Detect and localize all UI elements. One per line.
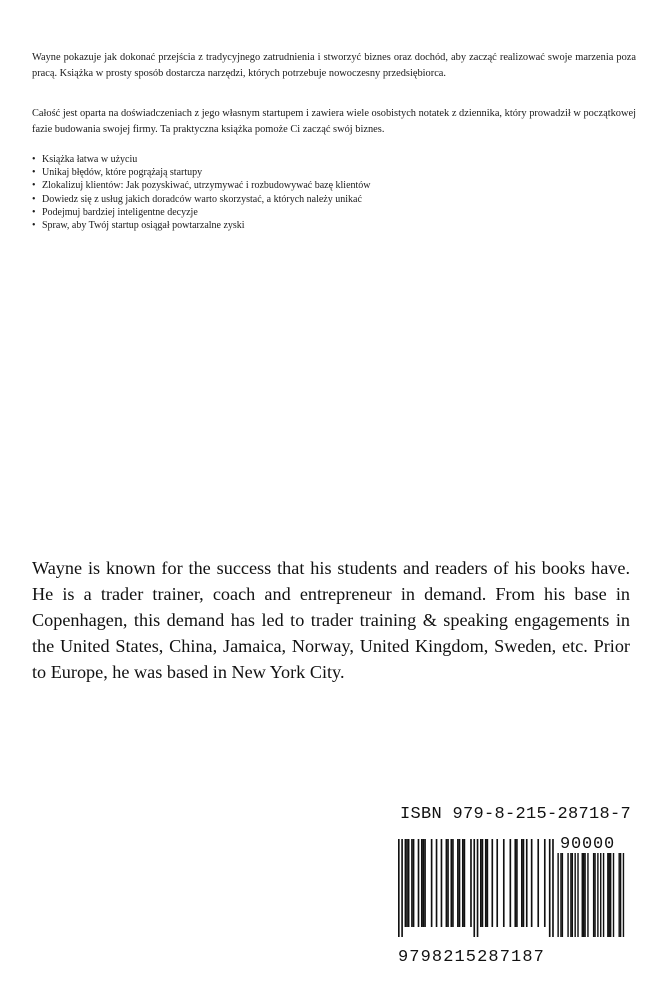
barcode-bar xyxy=(423,839,425,927)
intro-paragraph-1: Wayne pokazuje jak dokonać przejścia z tradycyjnego zatrudnienia i stworzyć biznes oraz dochód, aby zacząć realizować swoje marzenia poza pracą. Książka w prosty sposób dostarcza narzędzi, których potrzebuje nowoczesny przedsiębiorca. xyxy=(32,52,636,79)
list-item: • Spraw, aby Twój startup osiągał powtarzalne zyski xyxy=(32,220,245,232)
barcode-bar xyxy=(408,839,410,927)
barcode-bar xyxy=(609,853,610,937)
barcode-bar xyxy=(473,839,475,937)
barcode-bar xyxy=(594,853,595,937)
barcode-bar xyxy=(516,839,518,927)
barcode-bar xyxy=(464,839,466,927)
barcode-bar xyxy=(570,853,571,937)
barcode-bar xyxy=(620,853,621,937)
barcode-bar xyxy=(537,839,539,927)
barcode-bar xyxy=(562,853,563,937)
barcode-digits: 9798215287187 xyxy=(398,948,545,965)
bullet-icon: • xyxy=(32,206,36,218)
barcode-bar xyxy=(600,853,601,937)
barcode-bar xyxy=(462,839,464,927)
bullet-icon: • xyxy=(32,220,36,232)
barcode-bar xyxy=(418,839,420,927)
barcode-bar xyxy=(480,839,482,927)
bullet-icon: • xyxy=(32,154,36,165)
barcode-bar xyxy=(491,839,493,927)
barcode-bar xyxy=(572,853,573,937)
bullet-icon: • xyxy=(32,180,36,192)
isbn-label: ISBN 979-8-215-28718-7 xyxy=(400,805,632,824)
barcode-bar xyxy=(549,839,551,937)
barcode-bar xyxy=(421,839,423,927)
barcode-bar xyxy=(526,839,528,927)
isbn-barcode-block xyxy=(386,805,632,965)
list-item: • Zlokalizuj klientów: Jak pozyskiwać, utrzymywać i rozbudowywać bazę klientów xyxy=(32,180,371,192)
author-bio xyxy=(32,555,630,685)
list-item: • Unikaj błędów, które pogrążają startupy xyxy=(32,167,203,179)
barcode-bar xyxy=(424,839,426,927)
barcode-bar xyxy=(405,839,407,927)
bullet-icon: • xyxy=(32,167,36,179)
barcode-bar xyxy=(514,839,516,927)
barcode-bar xyxy=(567,853,568,937)
barcode-bar xyxy=(560,853,561,937)
barcode-bar xyxy=(452,839,454,927)
barcode-bar xyxy=(583,853,584,937)
barcode-bar xyxy=(413,839,415,927)
barcode-bar xyxy=(584,853,585,937)
intro-paragraph-2: Całość jest oparta na doświadczeniach z jego własnym startupem i zawiera wiele osobistych notatek z dziennika, który prowadził w początkowej fazie budowania swojej firmy. Ta praktyczna książka pomoże Ci zacząć swój biznes. xyxy=(32,108,636,135)
barcode-bar xyxy=(459,839,461,927)
barcode-bar xyxy=(557,853,558,937)
barcode-bar xyxy=(510,839,512,927)
barcode-bar xyxy=(610,853,611,937)
barcode-bar xyxy=(398,839,400,937)
barcode-bar xyxy=(623,853,624,937)
barcode-bar xyxy=(503,839,505,927)
barcode-bar xyxy=(406,839,408,927)
barcode-bar xyxy=(470,839,472,927)
barcode-bar xyxy=(482,839,484,927)
barcode-bar xyxy=(593,853,594,937)
barcode-bar xyxy=(544,839,546,927)
story-text xyxy=(32,106,636,138)
barcode-bar xyxy=(487,839,489,927)
list-item: • Książka łatwa w użyciu xyxy=(32,154,138,165)
barcode-bar xyxy=(485,839,487,927)
barcode-bar xyxy=(447,839,449,927)
barcode-bar xyxy=(531,839,533,927)
barcode-bar xyxy=(597,853,598,937)
barcode-bar xyxy=(521,839,523,927)
intro-text xyxy=(32,50,636,82)
barcode-bar xyxy=(603,853,604,937)
barcode-bar xyxy=(618,853,619,937)
author-bio-text: Wayne is known for the success that his students and readers of his books have. He is a trader trainer, coach and entrepreneur in demand. From his base in Copenhagen, this demand has led to trader training & speaking engagements in the United States, China, Jamaica, Norway, United Kingdom, Sweden, etc. Prior to Europe, he was based in New York City. xyxy=(32,558,630,682)
barcode-bar xyxy=(411,839,413,927)
barcode-bar xyxy=(446,839,448,927)
bullet-icon: • xyxy=(32,193,36,205)
barcode-bar xyxy=(552,839,554,937)
barcode-bar xyxy=(431,839,433,927)
barcode-bar xyxy=(587,853,588,937)
barcode-bar xyxy=(477,839,479,937)
barcode-bar xyxy=(450,839,452,927)
barcode-bar xyxy=(577,853,578,937)
barcode-bar xyxy=(607,853,608,937)
barcode-bar xyxy=(523,839,525,927)
barcode-bar xyxy=(496,839,498,927)
barcode-bar xyxy=(441,839,443,927)
barcode-bar xyxy=(582,853,583,937)
feature-list xyxy=(32,153,632,232)
addon-digits: 90000 xyxy=(560,835,616,854)
barcode-bar xyxy=(457,839,459,927)
list-item: • Dowiedz się z usług jakich doradców warto skorzystać, a których należy unikać xyxy=(32,193,362,205)
barcode-bar xyxy=(574,853,575,937)
barcode-bar xyxy=(613,853,614,937)
barcode-icon xyxy=(386,829,632,965)
list-item: • Podejmuj bardziej inteligentne decyzje xyxy=(32,206,198,218)
barcode-bar xyxy=(436,839,438,927)
barcode-bar xyxy=(401,839,403,937)
